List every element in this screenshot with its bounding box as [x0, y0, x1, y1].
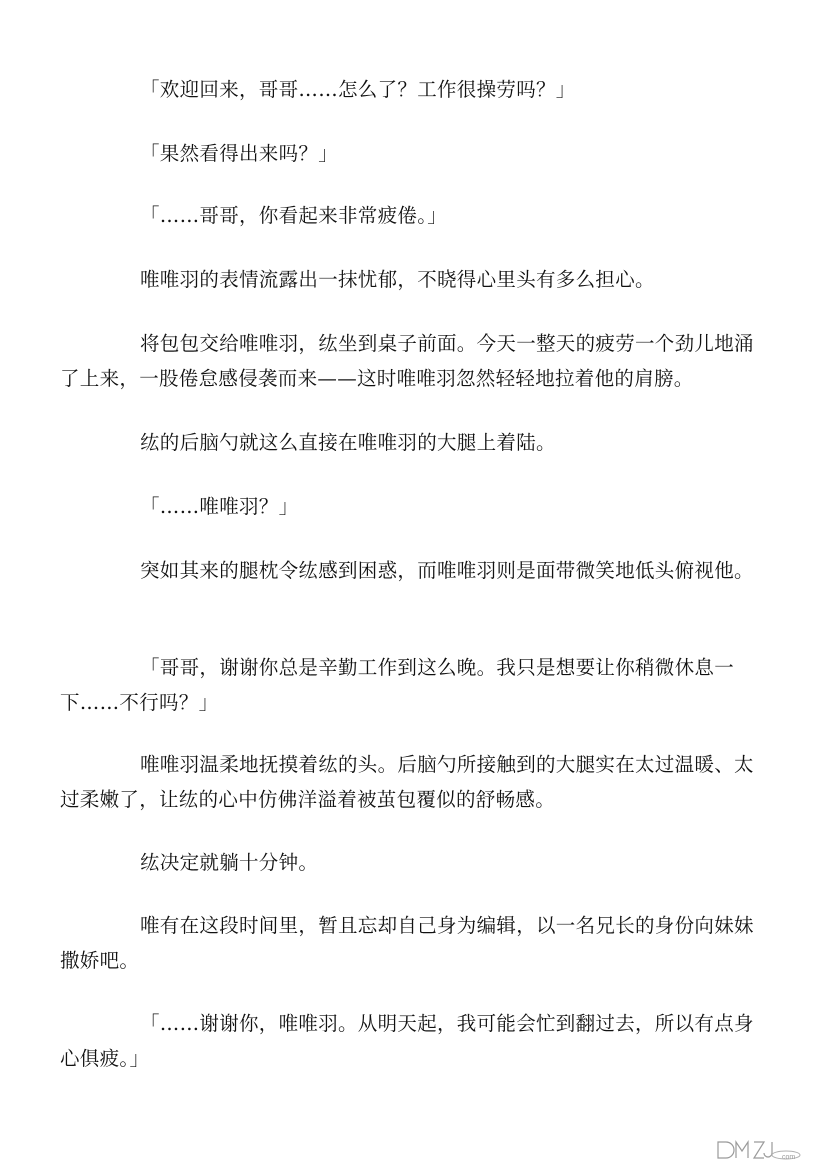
- paragraph: 将包包交给唯唯羽，纮坐到桌子前面。今天一整天的疲劳一个劲儿地涌了上来，一股倦怠感侵袭而来——这时唯唯羽忽然轻轻地拉着他的肩膀。: [60, 332, 754, 390]
- paragraph: 「果然看得出来吗？」: [140, 142, 339, 165]
- paragraph: 唯唯羽的表情流露出一抹忧郁，不晓得心里头有多么担心。: [140, 268, 655, 291]
- paragraph: 纮决定就躺十分钟。: [140, 851, 319, 874]
- paragraph: 唯有在这段时间里，暂且忘却自己身为编辑，以一名兄长的身份向妹妹撒娇吧。: [60, 914, 754, 972]
- paragraph: 唯唯羽温柔地抚摸着纮的头。后脑勺所接触到的大腿实在太过温暖、太过柔嫩了，让纮的心中仿佛洋溢着被茧包覆似的舒畅感。: [60, 753, 754, 811]
- paragraph: 「……哥哥，你看起来非常疲倦。」: [140, 204, 448, 227]
- svg-text:.com: .com: [780, 1154, 796, 1161]
- paragraph: 「欢迎回来，哥哥……怎么了？工作很操劳吗？」: [140, 78, 576, 101]
- dmzj-logo-icon: [714, 1137, 814, 1163]
- paragraph: 「……谢谢你，唯唯羽。从明天起，我可能会忙到翻过去，所以有点身心俱疲。」: [60, 1012, 754, 1070]
- paragraph: 「……唯唯羽？」: [140, 495, 299, 518]
- paragraph: 突如其来的腿枕令纮感到困惑，而唯唯羽则是面带微笑地低头俯视他。: [140, 559, 754, 582]
- paragraph: 「哥哥，谢谢你总是辛勤工作到这么晚。我只是想要让你稍微休息一下……不行吗？」: [60, 656, 735, 714]
- paragraph: 纮的后脑勺就这么直接在唯唯羽的大腿上着陆。: [140, 431, 556, 454]
